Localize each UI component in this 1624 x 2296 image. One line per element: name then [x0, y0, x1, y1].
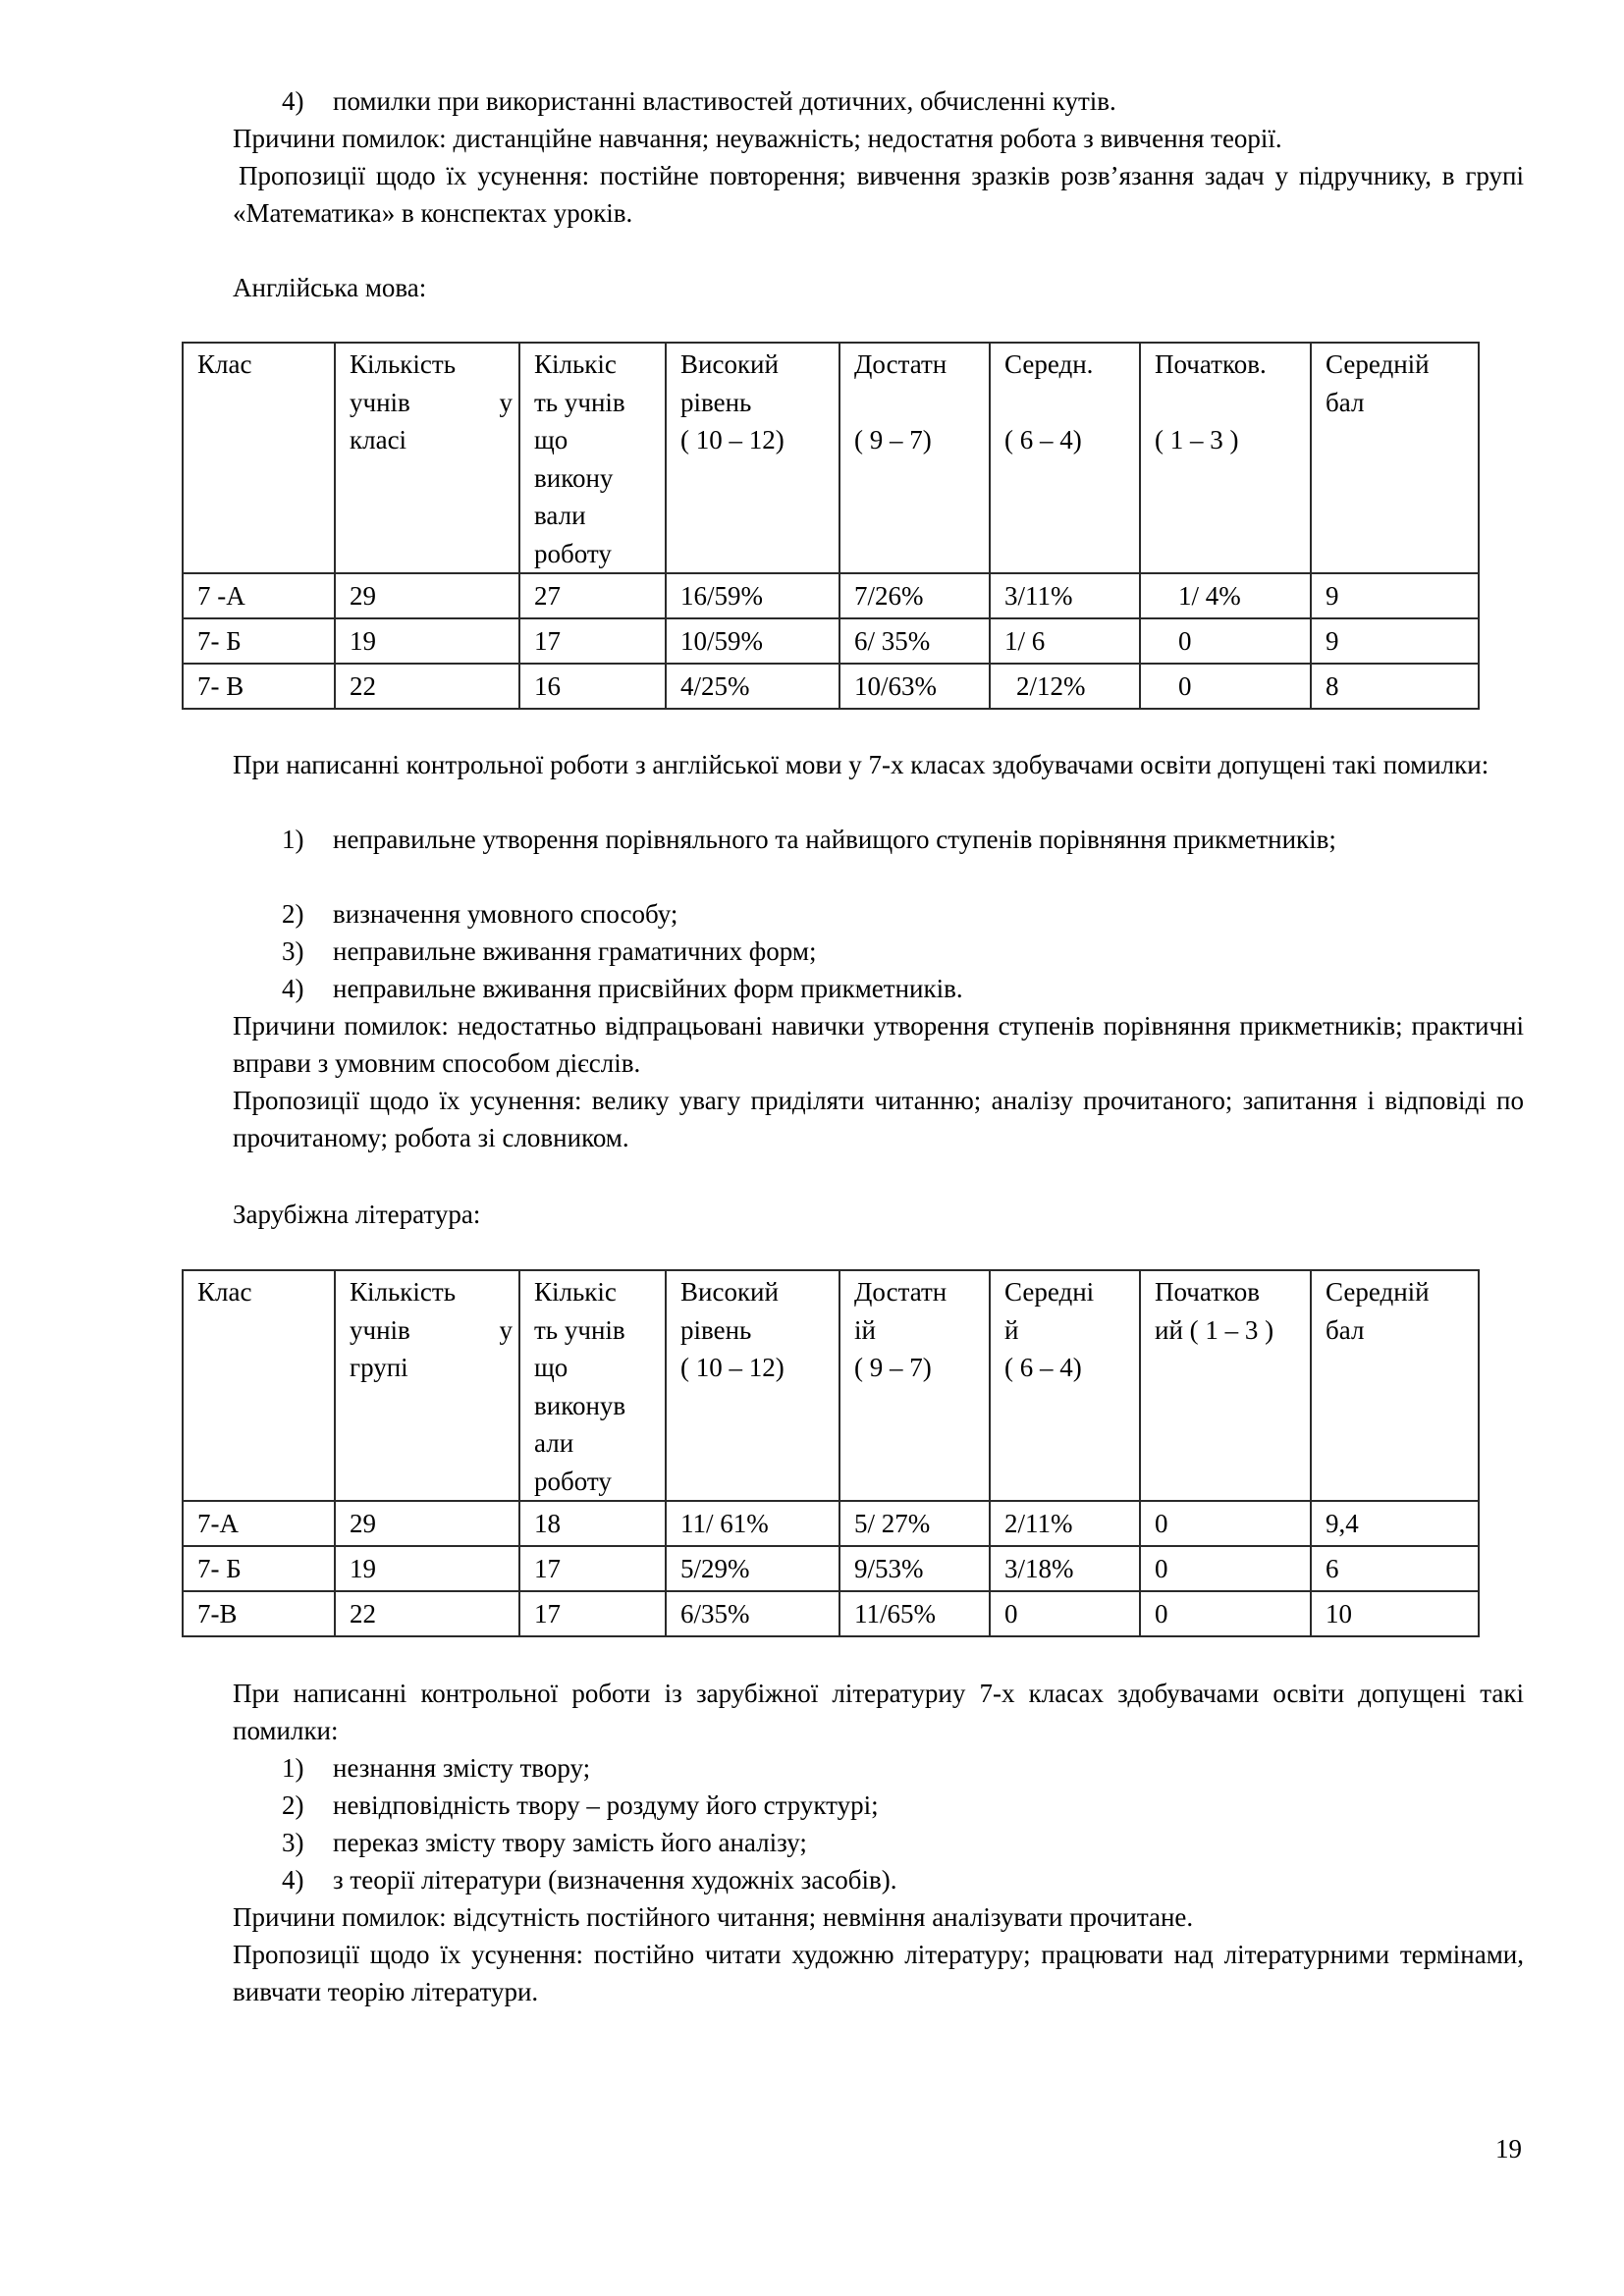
cell-high: 11/ 61%: [666, 1501, 839, 1546]
cell-high: 5/29%: [666, 1546, 839, 1591]
header-high: Високий рівень ( 10 – 12): [666, 1270, 839, 1501]
list-text: невідповідність твору – роздуму його структурі;: [333, 1790, 879, 1820]
cell-count-class: 22: [335, 664, 519, 709]
cell-medium: 2/12%: [990, 664, 1140, 709]
cell-initial: 0: [1140, 664, 1311, 709]
list-number: 4): [282, 86, 304, 116]
english-summary: При написанні контрольної роботи з англійської мови у 7-х класах здобувачами освіти допущені такі помилки:: [233, 750, 1489, 779]
list-text: неправильне вживання граматичних форм;: [333, 936, 817, 966]
cell-klas: 7- В: [183, 664, 335, 709]
list-text: помилки при використанні властивостей дотичних, обчисленні кутів.: [333, 86, 1116, 116]
foreign-lit-heading: Зарубіжна література:: [233, 1200, 481, 1229]
list-number: 2): [282, 1790, 304, 1820]
cell-klas: 7 -А: [183, 573, 335, 618]
cell-klas: 7-В: [183, 1591, 335, 1636]
math-proposals: Пропозиції щодо їх усунення: постійне повторення; вивчення зразків розв’язання задач у підручнику, в групі «Математика» в конспектах уроків.: [233, 161, 1524, 228]
cell-sufficient: 11/65%: [839, 1591, 990, 1636]
cell-count-class: 22: [335, 1591, 519, 1636]
list-text: визначення умовного способу;: [333, 899, 678, 929]
header-klas: Клас: [183, 1270, 335, 1501]
foreign-lit-reasons: Причини помилок: відсутність постійного читання; невміння аналізувати прочитане.: [233, 1902, 1194, 1932]
english-error-item: [282, 821, 1524, 858]
cell-avg: 8: [1311, 664, 1479, 709]
list-text: переказ змісту твору замість його аналізу;: [333, 1828, 807, 1857]
header-medium: Середні й ( 6 – 4): [990, 1270, 1140, 1501]
table-row: [183, 618, 1479, 664]
foreign-lit-error-item: [282, 1749, 1524, 1787]
header-avg: Середній бал: [1311, 1270, 1479, 1501]
cell-avg: 9: [1311, 618, 1479, 664]
math-reasons: Причини помилок: дистанційне навчання; неуважність; недостатня робота з вивчення теорії.: [233, 124, 1282, 153]
cell-high: 6/35%: [666, 1591, 839, 1636]
cell-initial: 1/ 4%: [1140, 573, 1311, 618]
cell-count-done: 18: [519, 1501, 666, 1546]
cell-sufficient: 9/53%: [839, 1546, 990, 1591]
foreign-lit-error-item: [282, 1787, 1524, 1824]
cell-klas: 7- Б: [183, 1546, 335, 1591]
english-error-item: [282, 895, 1524, 933]
english-error-item: [282, 970, 1524, 1007]
foreign-lit-error-item: [282, 1824, 1524, 1861]
cell-count-class: 29: [335, 573, 519, 618]
header-high: Високий рівень ( 10 – 12): [666, 343, 839, 573]
list-text: неправильне вживання присвійних форм прикметників.: [333, 974, 963, 1003]
list-text: з теорії літератури (визначення художніх засобів).: [333, 1865, 897, 1895]
foreign-lit-error-item: [282, 1861, 1524, 1898]
cell-count-done: 17: [519, 1546, 666, 1591]
list-number: 2): [282, 899, 304, 929]
header-klas: Клас: [183, 343, 335, 573]
cell-medium: 3/18%: [990, 1546, 1140, 1591]
table-row: [183, 573, 1479, 618]
header-medium: Середн. ( 6 – 4): [990, 343, 1140, 573]
cell-count-class: 19: [335, 618, 519, 664]
cell-avg: 10: [1311, 1591, 1479, 1636]
table-header-row: [183, 343, 1479, 573]
cell-avg: 9: [1311, 573, 1479, 618]
header-count-done: Кількіс ть учнів що викону вали роботу: [519, 343, 666, 573]
english-heading: Англійська мова:: [233, 273, 427, 302]
header-initial: Початков. ( 1 – 3 ): [1140, 343, 1311, 573]
table-row: [183, 1501, 1479, 1546]
cell-count-done: 27: [519, 573, 666, 618]
list-number: 3): [282, 1828, 304, 1857]
english-results-table: [182, 342, 1480, 710]
cell-medium: 0: [990, 1591, 1140, 1636]
table-row: [183, 1591, 1479, 1636]
math-error-item-4: [282, 82, 1524, 120]
foreign-lit-results-table: [182, 1269, 1480, 1637]
header-sufficient: Достатн ( 9 – 7): [839, 343, 990, 573]
cell-initial: 0: [1140, 1591, 1311, 1636]
cell-medium: 3/11%: [990, 573, 1140, 618]
list-number: 4): [282, 1865, 304, 1895]
cell-high: 16/59%: [666, 573, 839, 618]
cell-medium: 2/11%: [990, 1501, 1140, 1546]
cell-sufficient: 10/63%: [839, 664, 990, 709]
page-number: 19: [1495, 2134, 1522, 2163]
list-number: 3): [282, 936, 304, 966]
foreign-lit-proposals: Пропозиції щодо їх усунення: постійно читати художню літературу; працювати над літературними термінами, вивчати теорію літератури.: [233, 1940, 1524, 2006]
foreign-lit-summary: При написанні контрольної роботи із зарубіжної літературиу 7-х класах здобувачами освіти допущені такі помилки:: [233, 1679, 1524, 1745]
english-reasons: Причини помилок: недостатньо відпрацьовані навички утворення ступенів порівняння прикметників; практичні вправи з умовним способом дієслів.: [233, 1011, 1524, 1078]
cell-initial: 0: [1140, 618, 1311, 664]
cell-sufficient: 5/ 27%: [839, 1501, 990, 1546]
header-avg: Середній бал: [1311, 343, 1479, 573]
cell-count-done: 16: [519, 664, 666, 709]
cell-klas: 7-А: [183, 1501, 335, 1546]
cell-sufficient: 6/ 35%: [839, 618, 990, 664]
list-text: незнання змісту твору;: [333, 1753, 591, 1783]
list-number: 1): [282, 825, 304, 854]
header-count-class: Кількість учнів у групі: [335, 1270, 519, 1501]
cell-high: 10/59%: [666, 618, 839, 664]
cell-high: 4/25%: [666, 664, 839, 709]
header-count-class: Кількість учнів у класі: [335, 343, 519, 573]
header-count-done: Кількіс ть учнів що виконув али роботу: [519, 1270, 666, 1501]
cell-count-done: 17: [519, 1591, 666, 1636]
cell-count-class: 29: [335, 1501, 519, 1546]
english-proposals: Пропозиції щодо їх усунення: велику увагу приділяти читанню; аналізу прочитаного; запитання і відповіді по прочитаному; робота зі словником.: [233, 1086, 1524, 1152]
cell-medium: 1/ 6: [990, 618, 1140, 664]
cell-initial: 0: [1140, 1501, 1311, 1546]
cell-count-class: 19: [335, 1546, 519, 1591]
header-sufficient: Достатн ій ( 9 – 7): [839, 1270, 990, 1501]
table-row: [183, 1546, 1479, 1591]
cell-avg: 6: [1311, 1546, 1479, 1591]
header-initial: Початков ий ( 1 – 3 ): [1140, 1270, 1311, 1501]
table-row: [183, 664, 1479, 709]
cell-sufficient: 7/26%: [839, 573, 990, 618]
cell-klas: 7- Б: [183, 618, 335, 664]
cell-avg: 9,4: [1311, 1501, 1479, 1546]
list-number: 1): [282, 1753, 304, 1783]
english-error-item: [282, 933, 1524, 970]
cell-count-done: 17: [519, 618, 666, 664]
list-number: 4): [282, 974, 304, 1003]
list-text: неправильне утворення порівняльного та найвищого ступенів порівняння прикметників;: [333, 825, 1336, 854]
table-header-row: [183, 1270, 1479, 1501]
cell-initial: 0: [1140, 1546, 1311, 1591]
